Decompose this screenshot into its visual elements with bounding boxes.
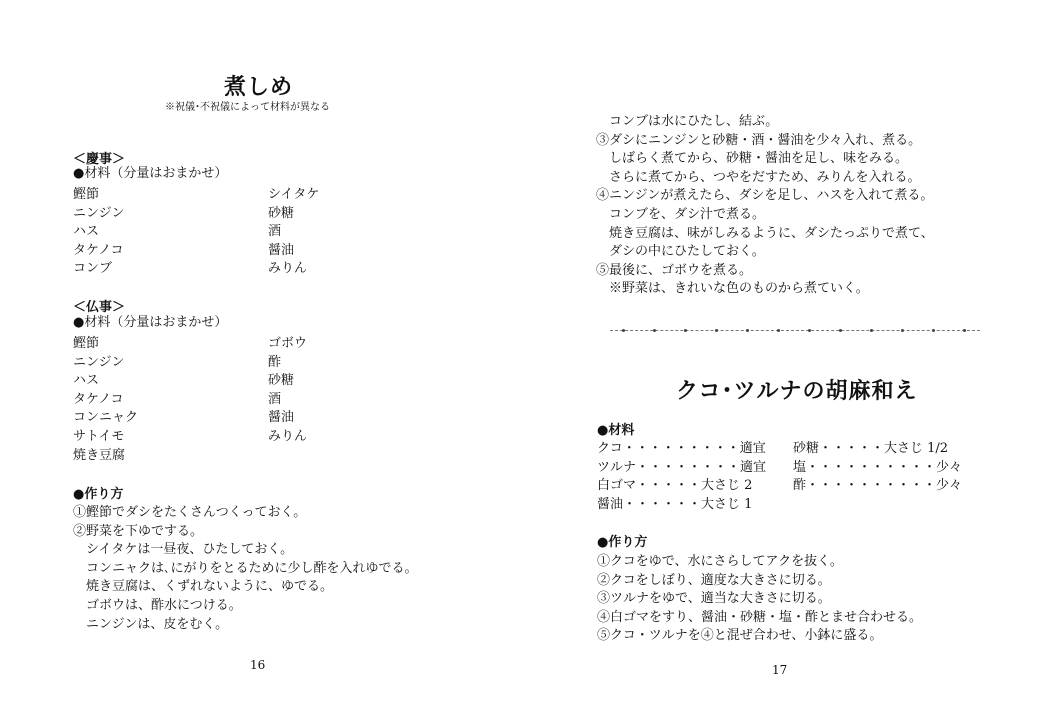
keiji-item-right: シイタケ xyxy=(268,187,320,202)
page-number-left: 16 xyxy=(250,658,266,672)
divider-dot xyxy=(746,329,749,332)
material-line: 醤油・・・・・・大さじ 1 xyxy=(597,496,753,512)
material-line: 白ゴマ・・・・・大さじ 2 xyxy=(597,478,753,494)
divider-dot xyxy=(808,329,811,332)
butsuji-item-left: 焼き豆腐 xyxy=(73,447,126,463)
butsuji-item-left: ニンジン xyxy=(73,354,125,370)
keiji-item-right: 砂糖 xyxy=(268,205,295,221)
method-step: ダシの中にひたしておく。 xyxy=(596,244,765,260)
divider-dot xyxy=(715,329,718,332)
material-line: クコ・・・・・・・・・適宜 xyxy=(597,441,766,456)
method-step: 焼き豆腐は、味がしみるように、ダシたっぷりで煮て、 xyxy=(596,225,934,241)
method-label-right: ●作り方 xyxy=(597,535,648,550)
method-step: しばらく煮てから、砂糖・醤油を足し、味をみる。 xyxy=(596,151,909,167)
materials-label-keiji: ●材料（分量はおまかせ） xyxy=(73,166,228,181)
divider-dot xyxy=(901,329,904,332)
method-step: ④白ゴマをすり、醤油・砂糖・塩・酢とませ合わせる。 xyxy=(597,609,923,625)
keiji-item-left: タケノコ xyxy=(73,242,124,258)
method-step: ④ニンジンが煮えたら、ダシを足し、ハスを入れて煮る。 xyxy=(596,188,934,204)
butsuji-item-right: ゴボウ xyxy=(268,336,308,351)
method-step: コンブは水にひたし、結ぶ。 xyxy=(596,114,779,129)
method-step: ※野菜は、きれいな色のものから煮ていく。 xyxy=(596,281,869,297)
keiji-item-right: 醤油 xyxy=(268,242,295,258)
butsuji-item-left: タケノコ xyxy=(73,391,124,407)
material-line: ツルナ・・・・・・・・適宜 xyxy=(597,459,767,475)
divider-dot xyxy=(653,329,656,332)
method-label-left: ●作り方 xyxy=(73,487,124,502)
butsuji-item-left: ハス xyxy=(73,373,100,389)
method-step: ③ダシにニンジンと砂糖・酒・醤油を少々入れ、煮る。 xyxy=(596,132,922,148)
butsuji-item-left: サトイモ xyxy=(73,429,125,444)
method-step: コンニャクは､にがりをとるために少し酢を入れゆでる。 xyxy=(73,560,418,576)
method-step: シイタケは一昼夜、ひたしておく。 xyxy=(73,542,294,558)
butsuji-item-right: みりん xyxy=(268,429,308,444)
method-step: ②クコをしぼり、適度な大きさに切る。 xyxy=(597,572,831,588)
divider-dot xyxy=(870,329,873,332)
method-step: 焼き豆腐は、くずれないように、ゆでる。 xyxy=(73,579,334,595)
divider-dot xyxy=(622,329,625,332)
section-heading-keiji: ＜慶事＞ xyxy=(73,152,126,167)
method-step: ⑤最後に、ゴボウを煮る。 xyxy=(596,262,753,278)
divider-dot xyxy=(839,329,842,332)
divider-dot xyxy=(932,329,935,332)
keiji-item-right: みりん xyxy=(268,261,308,277)
method-step: ニンジンは、皮をむく。 xyxy=(73,616,229,632)
method-step: ③ツルナをゆで、適当な大きさに切る。 xyxy=(597,591,831,607)
page-number-right: 17 xyxy=(772,663,788,677)
materials-label-right: ●材料 xyxy=(597,423,635,438)
keiji-item-left: ニンジン xyxy=(73,205,125,221)
butsuji-item-left: コンニャク xyxy=(73,410,139,426)
method-step: ①鰹節でダシをたくさんつくっておく。 xyxy=(73,505,307,520)
keiji-item-right: 酒 xyxy=(268,224,282,240)
divider-dot xyxy=(684,329,687,332)
method-step: ⑤クコ・ツルナを④と混ぜ合わせ、小鉢に盛る。 xyxy=(597,628,883,644)
section-divider xyxy=(610,330,980,331)
recipe-title-kuko-tsuruna: クコ･ツルナの胡麻和え xyxy=(676,379,918,404)
method-step: コンブを、ダシ汁で煮る。 xyxy=(596,207,766,222)
butsuji-item-right: 醤油 xyxy=(268,410,295,426)
divider-dot xyxy=(777,329,780,332)
method-step: ①クコをゆで、水にさらしてアクを抜く。 xyxy=(597,554,843,569)
butsuji-item-left: 鰹節 xyxy=(73,336,100,351)
material-line: 酢・・・・・・・・・・少々 xyxy=(793,478,963,494)
method-step: ゴボウは、酢水につける。 xyxy=(73,598,242,613)
section-heading-butsuji: ＜仏事＞ xyxy=(73,300,126,315)
recipe-title-nishime: 煮しめ xyxy=(224,75,294,100)
divider-dot xyxy=(963,329,966,332)
method-step: ②野菜を下ゆでする。 xyxy=(73,523,204,539)
keiji-item-left: ハス xyxy=(73,224,100,240)
keiji-item-left: 鰹節 xyxy=(73,187,100,202)
keiji-item-left: コンブ xyxy=(73,261,113,277)
butsuji-item-right: 酒 xyxy=(268,391,282,407)
material-line: 塩・・・・・・・・・・少々 xyxy=(793,459,963,475)
ingredient-note: ※祝儀･不祝儀によって材料が異なる xyxy=(165,102,330,113)
butsuji-item-right: 砂糖 xyxy=(268,373,295,389)
method-step: さらに煮てから、つやをだすため、みりんを入れる。 xyxy=(596,169,921,185)
butsuji-item-right: 酢 xyxy=(268,354,282,370)
material-line: 砂糖・・・・・大さじ 1/2 xyxy=(793,441,949,456)
materials-label-butsuji: ●材料（分量はおまかせ） xyxy=(73,315,228,330)
